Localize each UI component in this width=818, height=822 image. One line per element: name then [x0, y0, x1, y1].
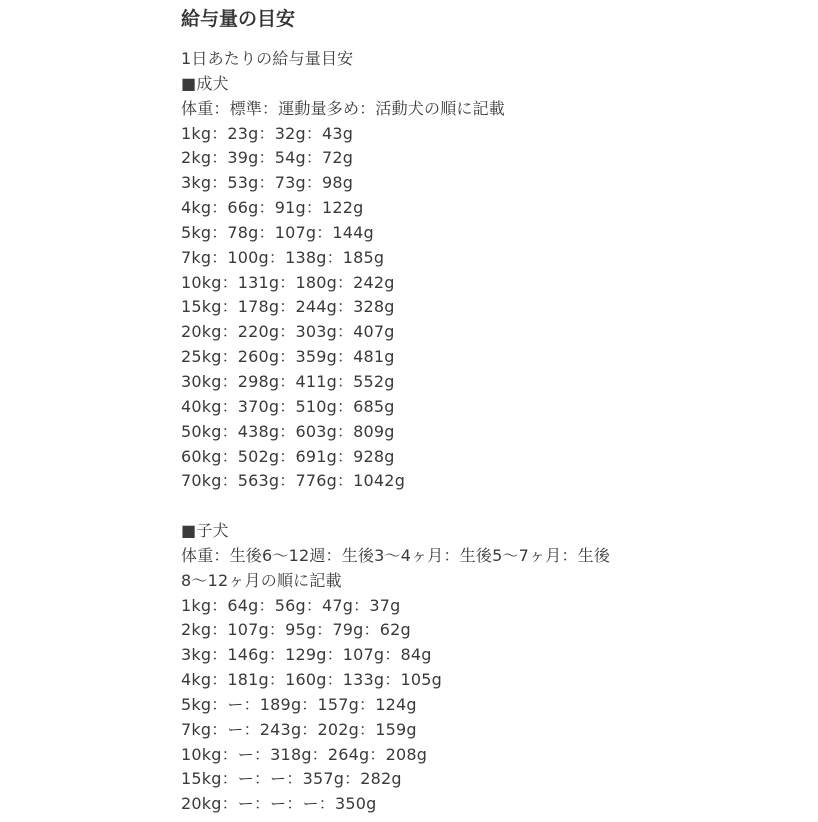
adult-legend: 体重：標準：運動量多め：活動犬の順に記載	[181, 98, 506, 118]
puppy-section	[181, 519, 801, 817]
puppy-row: 15kg：ー：ー：357g：282g	[181, 769, 402, 789]
section-spacer	[181, 494, 801, 519]
adult-row: 50kg：438g：603g：809g	[181, 421, 395, 441]
adult-row: 7kg：100g：138g：185g	[181, 247, 385, 267]
puppy-row: 20kg：ー：ー：ー：350g	[181, 794, 377, 814]
adult-row: 4kg：66g：91g：122g	[181, 198, 364, 218]
puppy-row: 4kg：181g：160g：133g：105g	[181, 670, 442, 690]
puppy-row: 3kg：146g：129g：107g：84g	[181, 645, 432, 665]
adult-row: 25kg：260g：359g：481g	[181, 347, 395, 367]
puppy-legend-line2: 8〜12ヶ月の順に記載	[181, 570, 342, 590]
adult-row: 15kg：178g：244g：328g	[181, 297, 395, 317]
adult-row: 40kg：370g：510g：685g	[181, 396, 395, 416]
adult-row: 20kg：220g：303g：407g	[181, 322, 395, 342]
adult-section	[181, 72, 801, 494]
intro-text: 1日あたりの給与量目安	[181, 49, 354, 68]
puppy-row: 10kg：ー：318g：264g：208g	[181, 744, 428, 764]
adult-row: 1kg：23g：32g：43g	[181, 123, 354, 143]
adult-row: 2kg：39g：54g：72g	[181, 148, 354, 168]
page-title: 給与量の目安	[181, 8, 296, 30]
feeding-guide	[181, 6, 801, 817]
adult-section-header: ■成犬	[181, 73, 229, 93]
adult-row: 5kg：78g：107g：144g	[181, 222, 374, 242]
puppy-row: 5kg：ー：189g：157g：124g	[181, 694, 417, 714]
adult-row: 30kg：298g：411g：552g	[181, 371, 395, 391]
adult-row: 70kg：563g：776g：1042g	[181, 471, 406, 491]
adult-rows	[181, 122, 801, 495]
puppy-section-header: ■子犬	[181, 521, 229, 541]
puppy-row: 1kg：64g：56g：47g：37g	[181, 595, 401, 615]
puppy-legend-line1: 体重：生後6〜12週：生後3〜4ヶ月：生後5〜7ヶ月：生後	[181, 545, 611, 565]
adult-row: 3kg：53g：73g：98g	[181, 173, 354, 193]
puppy-rows	[181, 594, 801, 818]
adult-row: 60kg：502g：691g：928g	[181, 446, 395, 466]
adult-row: 10kg：131g：180g：242g	[181, 272, 395, 292]
puppy-row: 2kg：107g：95g：79g：62g	[181, 620, 411, 640]
puppy-row: 7kg：ー：243g：202g：159g	[181, 719, 417, 739]
